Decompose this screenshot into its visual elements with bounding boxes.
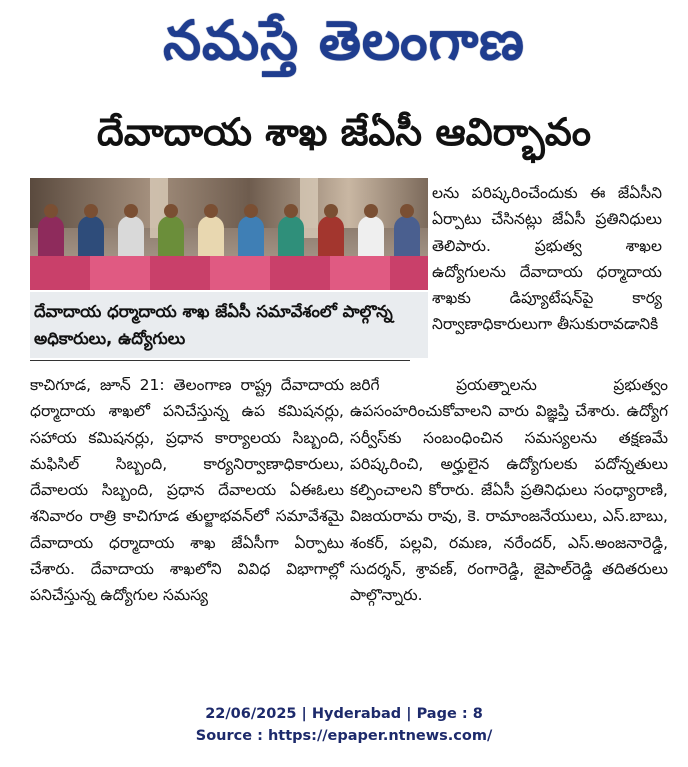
divider [30, 360, 410, 361]
photo-caption-box [30, 292, 428, 358]
article-column-right-top [432, 180, 662, 338]
article-paragraph: లను పరిష్కరించేందుకు ఈ జేఏసీని ఏర్పాటు చేసినట్లు జేఏసీ ప్రతినిధులు తెలిపారు. ప్రభుత్వ శాఖల ఉద్యోగులను దేవాదాయ ధర్మాదాయ శాఖకు డిప్యూటేషన్‌పై కార్య నిర్వాణాధికారులుగా తీసుకురావడానికి [432, 184, 662, 334]
photo-person-head [164, 204, 178, 218]
article-headline: దేవాదాయ శాఖ జేఏసీ ఆవిర్భావం [96, 110, 592, 154]
footer-date-line: 22/06/2025 | Hyderabad | Page : 8 [205, 706, 483, 722]
photo-person-head [364, 204, 378, 218]
photo-person-head [44, 204, 58, 218]
photo-person-head [244, 204, 258, 218]
photo-person-head [84, 204, 98, 218]
source-footer [0, 703, 688, 747]
article-column-left [30, 372, 344, 609]
newspaper-masthead [0, 2, 688, 82]
meeting-photo [30, 178, 428, 290]
photo-person-head [284, 204, 298, 218]
photo-table [30, 256, 428, 290]
photo-person-head [324, 204, 338, 218]
photo-person-head [204, 204, 218, 218]
footer-source-line: Source : https://epaper.ntnews.com/ [195, 728, 493, 744]
article-paragraph: జరిగే ప్రయత్నాలను ప్రభుత్వం ఉపసంహరించుకోవాలని వారు విజ్ఞప్తి చేశారు. ఉద్యోగ సర్వీస్‌కు సంబంధించిన సమస్యలను తక్షణమే పరిష్కరించి, అర్హులైన ఉద్యోగులకు పదోన్నతులు కల్పించాలని కోరారు. జేఏసీ ప్రతినిధులు సంధ్యారాణి, విజయరామ రావు, కె. రామాంజనేయులు, ఎస్.బాబు, శంకర్, పల్లవి, రమణ, నరేందర్, ఎస్.అంజనారెడ్డి, సుదర్శన్, శ్రావణ్, రంగారెడ్డి, జైపాల్‌రెడ్డి తదితరులు పాల్గొన్నారు. [350, 376, 668, 605]
article-paragraph: కాచిగూడ, జూన్ 21: తెలంగాణ రాష్ట్ర దేవాదాయ ధర్మాదాయ శాఖలో పనిచేస్తున్న ఉప కమిషనర్లు, సహాయ కమిషనర్లు, ప్రధాన కార్యాలయ సిబ్బంది, మఫిసిల్ సిబ్బంది, కార్యనిర్వాణాధికారులు, దేవాలయ సిబ్బంది, ప్రధాన దేవాలయ ఏఈఓలు శనివారం రాత్రి కాచిగూడ తుల్జాభవన్‌లో సమావేశమై దేవాదాయ ధర్మాదాయ శాఖ జేఏసీగా ఏర్పాటు చేశారు. దేవాదాయ శాఖలోని వివిధ విభాగాల్లో పనిచేస్తున్న ఉద్యోగుల సమస్య [30, 376, 344, 605]
photo-caption: దేవాదాయ ధర్మాదాయ శాఖ జేఏసీ సమావేశంలో పాల్గొన్న అధికారులు, ఉద్యోగులు [34, 302, 393, 348]
photo-person-head [124, 204, 138, 218]
photo-person-head [400, 204, 414, 218]
article-column-right-bottom [350, 372, 668, 609]
masthead-title: నమస్తే తెలంగాణ [163, 9, 525, 72]
